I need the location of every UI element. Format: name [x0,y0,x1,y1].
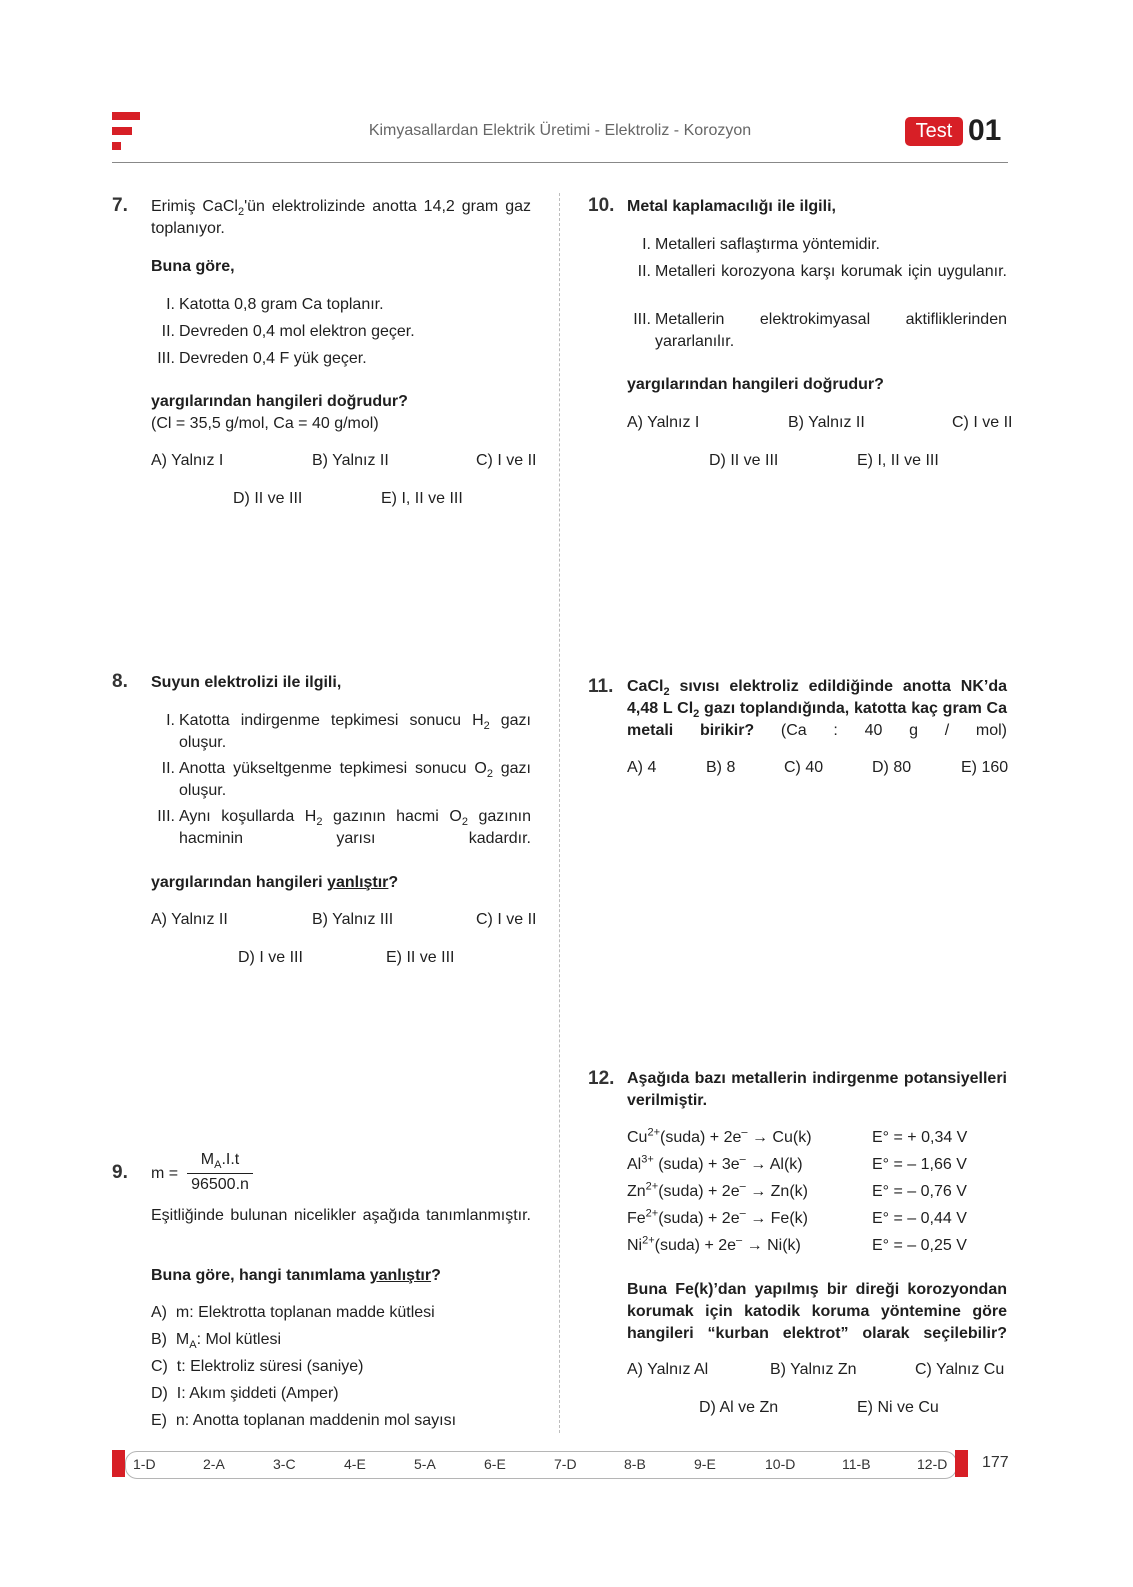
footer-red-block-left [112,1450,125,1477]
answer-option-a[interactable]: A) Yalnız II [151,911,228,928]
answer-option-d[interactable]: D) I ve III [238,949,303,966]
answer-key-item: 10-D [765,1456,796,1472]
question-prompt: Buna göre, hangi tanımlama yanlıştır? [151,1267,441,1284]
reaction-equation: $Ni^{2+}(suda) + 2e^- \to Ni(k)$ [627,1234,801,1254]
question-lead: Buna göre, [151,258,235,275]
answer-key-item: 5-A [414,1456,436,1472]
answer-option-a[interactable]: A) Yalnız I [151,452,224,469]
answer-option-b[interactable]: B) $M_A$: Mol kütlesi [151,1331,282,1352]
question-number: 7. [112,195,128,216]
answer-key-item: 6-E [484,1456,506,1472]
answer-key-item: 7-D [554,1456,577,1472]
footer-red-block-right [955,1450,968,1477]
answer-option-d[interactable]: D) II ve III [709,452,779,469]
answer-option-d[interactable]: D) II ve III [233,490,303,507]
question-stem: Aşağıda bazı metallerin indirgenme potansiyelleri verilmiştir. [627,1070,1007,1109]
formula-lhs: m = [151,1165,179,1182]
answer-option-e[interactable]: E) Ni ve Cu [857,1399,939,1416]
answer-key-item: 2-A [203,1456,225,1472]
question-number: 11. [588,676,614,697]
reaction-potential: E° = – 1,66 V [872,1156,967,1173]
test-number: 01 [968,114,1002,147]
question-note: (Cl = 35,5 g/mol, Ca = 40 g/mol) [151,415,379,432]
logo-bar-bottom [112,142,121,150]
question-stem: Metal kaplamacılığı ile ilgili, [627,198,836,215]
answer-option-b[interactable]: B) Yalnız Zn [770,1361,857,1378]
answer-option-c[interactable]: C) I ve II [476,452,537,469]
answer-option-e[interactable]: E) 160 [961,759,1009,776]
answer-key-item: 12-D [917,1456,948,1472]
answer-option-e[interactable]: E) n: Anotta toplanan maddenin mol sayısı [151,1412,457,1429]
answer-option-a[interactable]: A) m: Elektrotta toplanan madde kütlesi [151,1304,435,1321]
statement-item: III. Aynı koşullarda $H_2$ gazının hacmi $O_2$ gazının hacminin yarısı kadardır. [157,808,531,847]
question-prompt: yargılarından hangileri yanlıştır? [151,874,399,891]
answer-option-c[interactable]: C) I ve II [476,911,537,928]
statement-item: III. Devreden 0,4 F yük geçer. [157,350,367,367]
answer-option-d[interactable]: D) 80 [872,759,912,776]
answer-option-d[interactable]: D) I: Akım şiddeti (Amper) [151,1385,339,1402]
reaction-equation: $Fe^{2+}(suda) + 2e^- \to Fe(k)$ [627,1207,808,1227]
answer-option-a[interactable]: A) Yalnız I [627,414,700,431]
answer-option-b[interactable]: B) Yalnız III [312,911,394,928]
statement-item: I. Katotta 0,8 gram Ca toplanır. [166,296,384,313]
statement-item: II. Anotta yükseltgenme tepkimesi sonucu $O_2$ gazı oluşur. [161,760,532,799]
answer-option-c[interactable]: C) Yalnız Cu [915,1361,1005,1378]
statement-item: III. Metallerin elektrokimyasal aktifliklerinden yararlanılır. [633,311,1007,350]
answer-option-b[interactable]: B) Yalnız II [312,452,389,469]
reaction-potential: E° = – 0,44 V [872,1210,967,1227]
answer-option-d[interactable]: D) Al ve Zn [699,1399,779,1416]
answer-option-e[interactable]: E) II ve III [386,949,455,966]
question-prompt: yargılarından hangileri doğrudur? [627,376,884,393]
reaction-potential: E° = + 0,34 V [872,1129,968,1146]
page-header-title: Kimyasallardan Elektrik Üretimi - Elektroliz - Korozyon [368,122,752,139]
formula-denominator: 96500.n [191,1176,249,1193]
statement-item: II. Devreden 0,4 mol elektron geçer. [161,323,415,340]
answer-key-item: 3-C [273,1456,296,1472]
answer-key-item: 4-E [344,1456,366,1472]
reaction-potential: E° = – 0,25 V [872,1237,967,1254]
logo-bar-middle [112,127,132,135]
reaction-potential: E° = – 0,76 V [872,1183,967,1200]
answer-key-item: 8-B [624,1456,646,1472]
answer-option-c[interactable]: C) 40 [784,759,824,776]
question-number: 9. [112,1162,128,1183]
answer-key-frame [125,1451,957,1479]
question-number: 8. [112,671,128,692]
answer-option-a[interactable]: A) 4 [627,759,657,776]
reaction-equation: $Cu^{2+}(suda) + 2e^- \to Cu(k)$ [627,1126,812,1146]
reaction-equation: $Al^{3+}$ (suda) + 3e– → Al(k) [627,1153,803,1173]
answer-option-a[interactable]: A) Yalnız Al [627,1361,709,1378]
answer-option-b[interactable]: B) 8 [706,759,736,776]
answer-option-e[interactable]: E) I, II ve III [381,490,463,507]
question-stem: Eşitliğinde bulunan nicelikler aşağıda tanımlanmıştır. [151,1207,531,1224]
answer-option-c[interactable]: C) t: Elektroliz süresi (saniye) [151,1358,364,1375]
answer-option-b[interactable]: B) Yalnız II [788,414,865,431]
header-divider [112,162,1008,163]
formula-numerator: $M_A.I.t$ [200,1151,240,1172]
answer-key-item: 11-B [842,1456,871,1472]
logo-bar-top [112,112,140,120]
answer-key-item: 9-E [694,1456,716,1472]
question-number: 10. [588,195,615,216]
page-number: 177 [982,1454,1009,1471]
answer-option-e[interactable]: E) I, II ve III [857,452,939,469]
reaction-equation: $Zn^{2+}(suda) + 2e^- \to Zn(k)$ [627,1180,808,1200]
question-number: 12. [588,1068,615,1089]
question-stem: CaCl$_2$ sıvısı elektroliz edildiğinde anotta NK’da 4,48 L $Cl_2$ gazı toplandığında, katotta kaç gram Ca metali birikir? (Ca : 40 g / mol) [627,678,1008,739]
question-stem: Suyun elektrolizi ile ilgili, [151,674,342,691]
question-stem: Erimiş CaCl$_2$'ün elektrolizinde anotta 14,2 gram gaz toplanıyor. [151,198,531,237]
answer-option-c[interactable]: C) I ve II [952,414,1013,431]
statement-item: I. Metalleri saflaştırma yöntemidir. [642,236,880,253]
test-badge: Test [905,117,963,146]
question-prompt: yargılarından hangileri doğrudur? [151,393,408,410]
statement-item: I. Katotta indirgenme tepkimesi sonucu $H_2$ gazı oluşur. [166,712,531,751]
question-prompt: Buna Fe(k)’dan yapılmış bir direği korozyondan korumak için katodik koruma yöntemine göre hangileri “kurban elektrot” olarak seçilebilir? [627,1281,1007,1342]
statement-item: II. Metalleri korozyona karşı korumak için uygulanır. [637,263,1007,280]
column-divider [559,193,560,1433]
answer-key-item: 1-D [133,1456,156,1472]
